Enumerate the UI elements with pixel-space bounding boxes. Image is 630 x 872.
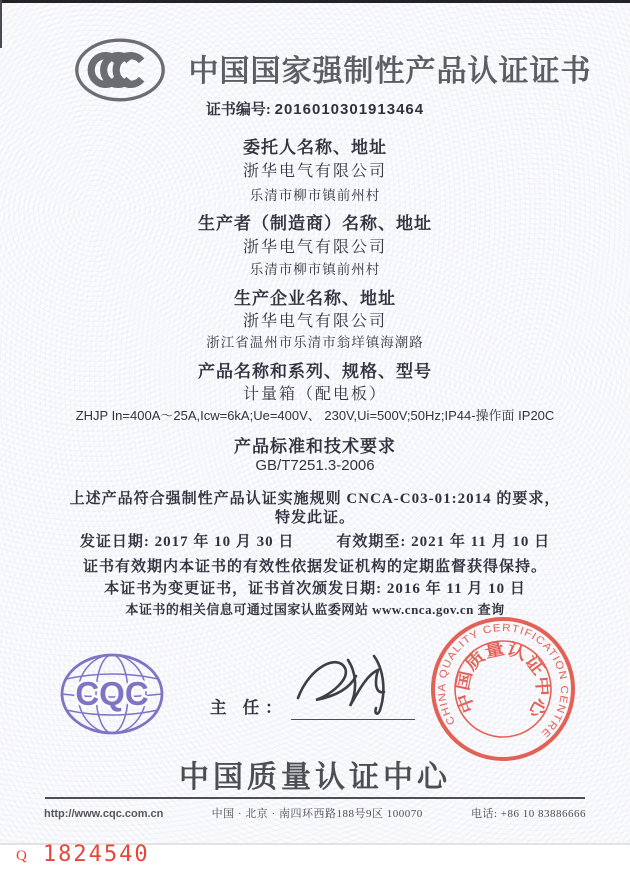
footer [44,805,586,821]
manufacturer-address: 乐清市柳市镇前州村 [249,262,381,277]
scan-edge-top [0,0,630,3]
applicant-label: 委托人名称、地址 [243,138,387,157]
seal-inner-text: 中国质量认证中心 [453,639,553,719]
applicant-address: 乐清市柳市镇前州村 [249,188,381,203]
product-label: 产品名称和系列、规格、型号 [198,362,432,381]
standard-value: GB/T7251.3-2006 [255,457,375,474]
standard-label: 产品标准和技术要求 [234,437,396,456]
product-spec: ZHJP In=400A～25A,Icw=6kA;Ue=400V、 230V,Ui=500V;50Hz;IP44-操作面 IP20C [75,408,555,423]
certificate-number-value: 2016010301913464 [274,101,425,118]
factory-label: 生产企业名称、地址 [234,289,396,308]
certificate-header [0,34,630,104]
change-note: 本证书为变更证书，证书首次颁发日期: 2016 年 11 月 10 日 [104,581,526,597]
serial-prefix: Q [16,848,27,865]
certificate-number-line [0,98,630,119]
director-label: 主 任： [210,698,288,717]
svg-text:CHINA QUALITY CERTIFICATION [430,613,579,743]
factory-name: 浙华电气有限公司 [242,313,387,330]
certificate-number-label: 证书编号: [205,102,271,118]
manufacturer-name: 浙华电气有限公司 [242,239,387,256]
certificate-title: 中国国家强制性产品认证证书 [188,55,592,88]
issue-date: 发证日期: 2017 年 10 月 30 日 [79,534,295,550]
ccc-mark-icon [72,36,168,104]
issuer-name: 中国质量认证中心 [179,761,451,794]
signature-underline [291,719,415,720]
statement-line1: 上述产品符合强制性产品认证实施规则 CNCA-C03-01:2014 的要求， [69,491,561,507]
dates-line [0,530,630,551]
cqc-logo [56,648,168,740]
expiry-date: 有效期至: 2021 年 11 月 10 日 [336,534,551,550]
footer-phone: 电话: +86 10 83886666 [470,808,586,820]
footer-website: http://www.cqc.com.cn [44,808,164,820]
applicant-name: 浙华电气有限公司 [242,163,387,180]
product-name: 计量箱（配电板） [242,386,387,403]
query-note: 本证书的相关信息可通过国家认监委网站 www.cnca.gov.cn 查询 [125,602,505,617]
cqc-logo-text: CQC [75,675,149,712]
validity-note: 证书有效期内本证书的有效性依据发证机构的定期监督获得保持。 [82,559,547,575]
factory-address: 浙江省温州市乐清市翁垟镇海潮路 [206,335,424,350]
manufacturer-label: 生产者（制造商）名称、地址 [198,214,432,233]
seal-outer-text: CHINA QUALITY CERTIFICATION CENTRE [435,621,571,740]
footer-address: 中国 · 北京 · 南四环西路188号9区 100070 [211,808,423,820]
cqc-red-seal [424,610,582,768]
serial-number [16,843,150,867]
serial-value: 1824540 [42,842,150,867]
statement-line2: 特发此证。 [274,510,355,526]
footer-divider [45,797,585,799]
director-signature [290,648,415,718]
